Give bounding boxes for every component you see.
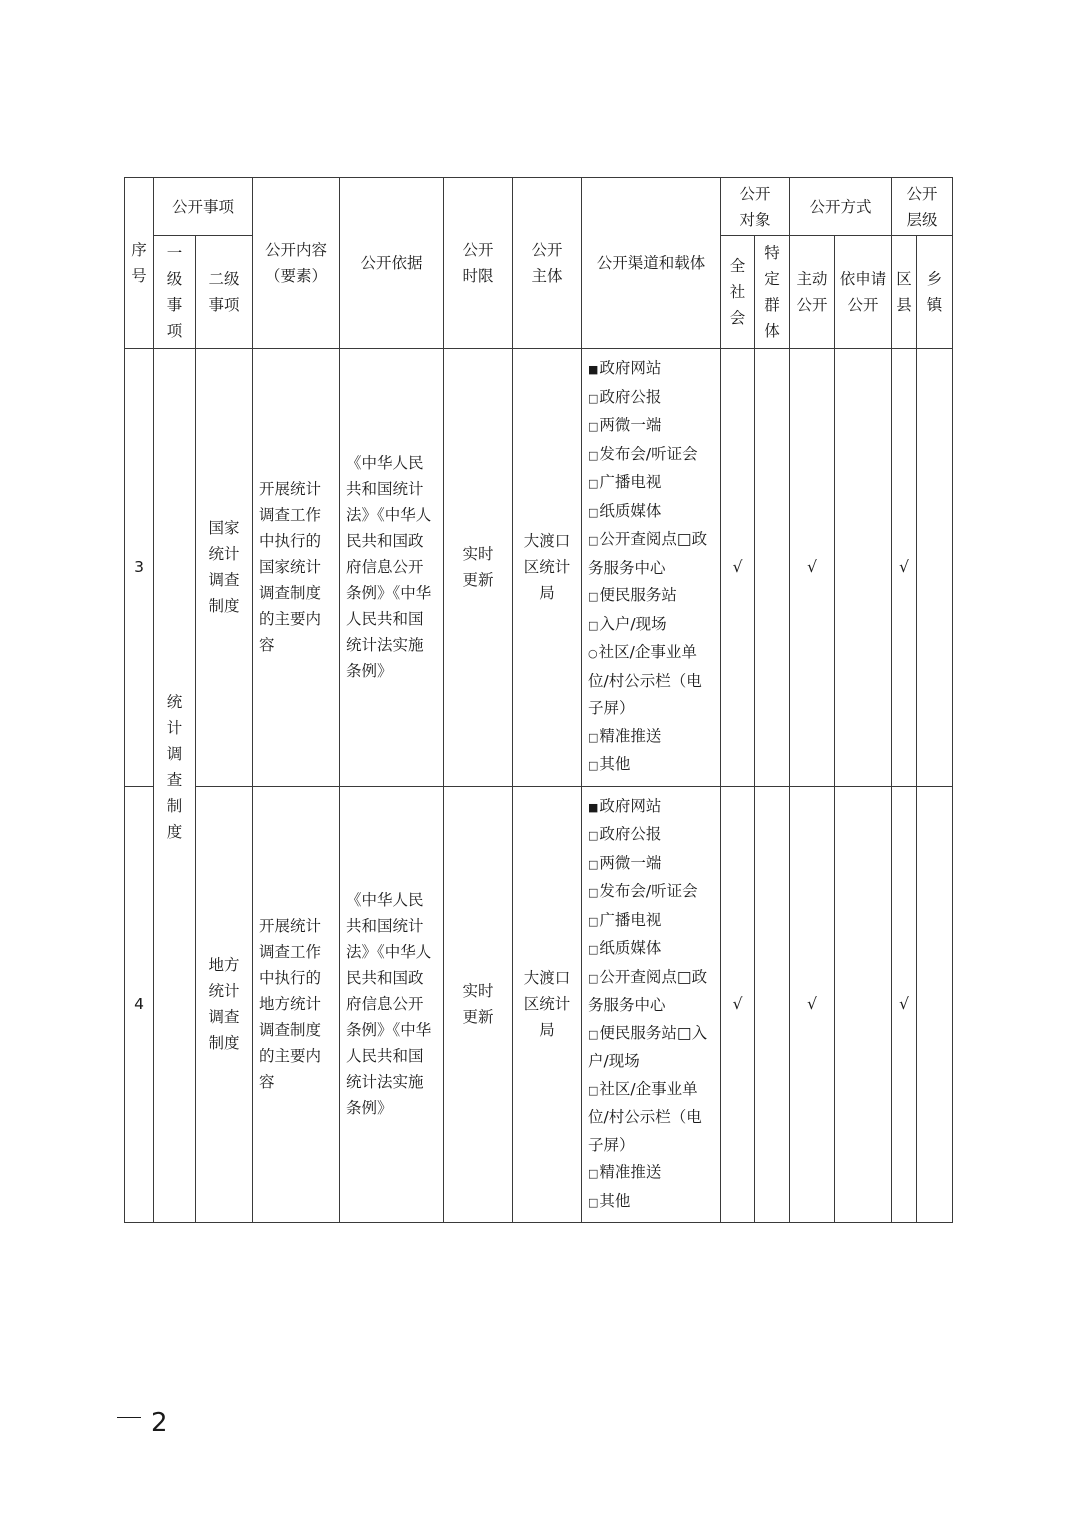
row-audience-all: √ (721, 786, 755, 1223)
header-channels: 公开渠道和载体 (582, 178, 721, 349)
header-level-town: 乡镇 (917, 236, 953, 349)
channel-item: □两微一端 (588, 853, 662, 872)
header-level2: 二级事项 (196, 236, 253, 349)
row-method-active: √ (790, 786, 835, 1223)
row-level-town (917, 786, 953, 1223)
header-method-active: 主动公开 (790, 236, 835, 349)
channel-item: □入户/现场 (588, 614, 667, 633)
channel-item: □精准推送 (588, 726, 662, 745)
row-method-request (835, 786, 892, 1223)
row-level-town (917, 349, 953, 787)
channel-item: □便民服务站 (588, 586, 677, 604)
row-subject: 大渡口区统计局 (513, 349, 582, 787)
header-audience: 公开对象 (721, 178, 790, 236)
channel-item: □纸质媒体 (588, 939, 662, 957)
row-time-limit: 实时更新 (444, 786, 513, 1223)
table-row (125, 349, 953, 787)
row-basis: 《中华人民共和国统计法》《中华人民共和国政府信息公开条例》《中华人民共和国统计法实施条例》 (340, 349, 444, 787)
channel-item: □政府公报 (588, 387, 662, 406)
row-level-county: √ (892, 786, 917, 1223)
channel-item: □两微一端 (588, 416, 662, 434)
row-time-limit: 实时更新 (444, 349, 513, 787)
header-basis: 公开依据 (340, 178, 444, 349)
header-subject: 公开主体 (513, 178, 582, 349)
channel-item: □其他 (588, 1191, 631, 1210)
row-level2: 地方统计调查制度 (196, 786, 253, 1223)
channel-item: ■政府网站 (588, 359, 662, 377)
channel-item: □纸质媒体 (588, 501, 662, 520)
header-method: 公开方式 (790, 178, 892, 236)
channel-item: □公开查阅点□政务服务中心 (588, 530, 708, 577)
table-row (125, 786, 953, 1223)
row-channels (582, 786, 721, 1223)
header-content: 公开内容（要素） (253, 178, 340, 349)
header-method-request: 依申请公开 (835, 236, 892, 349)
header-seq: 序号 (125, 178, 154, 349)
row-audience-specific (755, 349, 790, 787)
row-subject: 大渡口区统计局 (513, 786, 582, 1223)
row-channels (582, 349, 721, 787)
channel-item: □发布会/听证会 (588, 444, 698, 463)
channel-item: □广播电视 (588, 473, 662, 491)
level1-item: 统计调查制度 (154, 349, 196, 1223)
disclosure-table (124, 177, 953, 1223)
header-level-county: 区县 (892, 236, 917, 349)
row-seq: 4 (125, 786, 154, 1223)
row-audience-all: √ (721, 349, 755, 787)
row-level-county: √ (892, 349, 917, 787)
header-audience-specific: 特定群体 (755, 236, 790, 349)
header-time-limit: 公开时限 (444, 178, 513, 349)
page-number (117, 1403, 168, 1443)
header-level: 公开层级 (892, 178, 953, 236)
channel-item: □公开查阅点□政务服务中心 (588, 967, 708, 1014)
row-basis: 《中华人民共和国统计法》《中华人民共和国政府信息公开条例》《中华人民共和国统计法实施条例》 (340, 786, 444, 1223)
row-method-request (835, 349, 892, 787)
channel-item: □广播电视 (588, 910, 662, 929)
row-content: 开展统计调查工作中执行的地方统计调查制度的主要内容 (253, 786, 340, 1223)
channel-item: ○社区/企事业单位/村公示栏（电子屏） (588, 643, 702, 717)
header-audience-all: 全社会 (721, 236, 755, 349)
row-level2: 国家统计调查制度 (196, 349, 253, 787)
row-audience-specific (755, 786, 790, 1223)
row-content: 开展统计调查工作中执行的国家统计调查制度的主要内容 (253, 349, 340, 787)
channel-item: □其他 (588, 755, 631, 773)
channel-item: □精准推送 (588, 1163, 662, 1181)
header-level1: 一级事项 (154, 236, 196, 349)
disclosure-table-page (124, 177, 952, 1223)
row-seq: 3 (125, 349, 154, 787)
page-dash (117, 1417, 141, 1418)
header-row-1 (125, 178, 953, 236)
channel-item: ■政府网站 (588, 796, 662, 815)
channel-item: □政府公报 (588, 825, 662, 843)
channel-item: □发布会/听证会 (588, 882, 698, 900)
header-items: 公开事项 (154, 178, 253, 236)
page-number-value: 2 (151, 1408, 168, 1438)
channel-item: □便民服务站□入户/现场 (588, 1023, 708, 1070)
channel-item: □社区/企事业单位/村公示栏（电子屏） (588, 1079, 702, 1154)
row-method-active: √ (790, 349, 835, 787)
